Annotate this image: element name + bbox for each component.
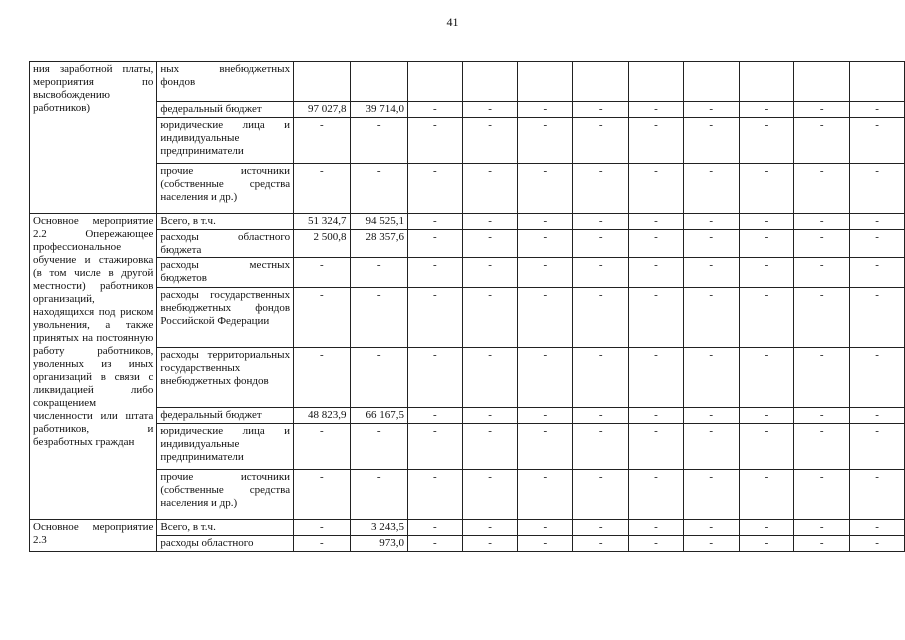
value-cell: - [850, 118, 905, 164]
funding-source-cell: прочие источники (собственные средства населения и др.) [157, 164, 294, 214]
value-cell [850, 62, 905, 102]
value-cell: - [294, 118, 350, 164]
value-cell: - [518, 102, 573, 118]
value-cell [462, 62, 518, 102]
value-cell: - [794, 288, 850, 348]
value-cell: - [350, 288, 407, 348]
value-cell: - [629, 164, 684, 214]
value-cell: - [739, 348, 794, 408]
value-cell [518, 62, 573, 102]
value-cell: - [739, 214, 794, 230]
page-number: 41 [446, 15, 459, 29]
funding-source-cell: федеральный бюджет [157, 408, 294, 424]
value-cell: - [518, 348, 573, 408]
value-cell: - [683, 348, 739, 408]
funding-source-cell: расходы областного [157, 536, 294, 552]
value-cell: - [573, 536, 629, 552]
value-cell: - [518, 258, 573, 288]
value-cell: - [518, 408, 573, 424]
value-cell: - [573, 408, 629, 424]
value-cell: - [794, 214, 850, 230]
value-cell: - [518, 118, 573, 164]
value-cell [573, 62, 629, 102]
value-cell: 48 823,9 [294, 408, 350, 424]
value-cell: - [794, 164, 850, 214]
table-row [30, 408, 905, 424]
value-cell: - [573, 164, 629, 214]
value-cell: - [462, 102, 518, 118]
value-cell: - [683, 408, 739, 424]
funding-source-cell: расходы территориальных государственных внебюджетных фондов [157, 348, 294, 408]
value-cell: - [518, 164, 573, 214]
funding-source-cell: федеральный бюджет [157, 102, 294, 118]
value-cell: - [462, 408, 518, 424]
funding-source-cell: ных внебюджетных фондов [157, 62, 294, 102]
value-cell: - [350, 118, 407, 164]
value-cell: 39 714,0 [350, 102, 407, 118]
value-cell: - [407, 520, 462, 536]
value-cell: - [794, 424, 850, 470]
value-cell: 973,0 [350, 536, 407, 552]
value-cell: - [850, 164, 905, 214]
value-cell: - [462, 258, 518, 288]
value-cell: - [407, 258, 462, 288]
value-cell: - [518, 470, 573, 520]
value-cell: - [407, 348, 462, 408]
value-cell: - [573, 230, 629, 258]
value-cell: - [350, 424, 407, 470]
value-cell: - [573, 348, 629, 408]
measure-cell: Основное мероприятие 2.3 [30, 520, 157, 552]
value-cell: - [794, 536, 850, 552]
value-cell: - [794, 230, 850, 258]
value-cell: - [573, 118, 629, 164]
value-cell: - [407, 118, 462, 164]
value-cell: - [794, 470, 850, 520]
value-cell: - [683, 214, 739, 230]
value-cell [407, 62, 462, 102]
value-cell: - [629, 214, 684, 230]
value-cell: - [407, 214, 462, 230]
value-cell: - [683, 424, 739, 470]
value-cell: - [462, 520, 518, 536]
value-cell: - [683, 230, 739, 258]
value-cell: - [518, 288, 573, 348]
value-cell: - [518, 536, 573, 552]
value-cell: - [739, 424, 794, 470]
value-cell: - [683, 520, 739, 536]
value-cell: - [739, 536, 794, 552]
value-cell: - [518, 230, 573, 258]
value-cell: - [739, 164, 794, 214]
table-row [30, 258, 905, 288]
value-cell: - [739, 288, 794, 348]
table-row [30, 470, 905, 520]
table-row [30, 164, 905, 214]
value-cell: - [850, 258, 905, 288]
value-cell: - [294, 424, 350, 470]
value-cell [629, 62, 684, 102]
value-cell: - [850, 348, 905, 408]
value-cell: - [407, 408, 462, 424]
value-cell: - [462, 424, 518, 470]
table-row [30, 214, 905, 230]
value-cell: - [462, 348, 518, 408]
funding-source-cell: Всего, в т.ч. [157, 520, 294, 536]
value-cell: - [850, 536, 905, 552]
value-cell: 66 167,5 [350, 408, 407, 424]
value-cell: - [518, 520, 573, 536]
value-cell: - [407, 424, 462, 470]
value-cell: - [683, 118, 739, 164]
value-cell: - [462, 288, 518, 348]
value-cell: - [794, 348, 850, 408]
value-cell: - [629, 470, 684, 520]
value-cell: - [407, 470, 462, 520]
value-cell: - [407, 164, 462, 214]
value-cell: - [629, 230, 684, 258]
value-cell: - [573, 288, 629, 348]
value-cell: - [462, 536, 518, 552]
table-row [30, 536, 905, 552]
value-cell: - [629, 102, 684, 118]
value-cell: - [629, 536, 684, 552]
value-cell: 97 027,8 [294, 102, 350, 118]
measure-cell: ния заработной платы, мероприятия по высвобождению работников) [30, 62, 157, 214]
value-cell: - [850, 214, 905, 230]
value-cell: - [462, 470, 518, 520]
value-cell [350, 62, 407, 102]
value-cell: - [407, 288, 462, 348]
table-row [30, 118, 905, 164]
value-cell: - [573, 424, 629, 470]
funding-source-cell: Всего, в т.ч. [157, 214, 294, 230]
value-cell: - [850, 408, 905, 424]
value-cell: - [350, 258, 407, 288]
value-cell: - [794, 118, 850, 164]
value-cell: - [794, 102, 850, 118]
value-cell: - [850, 424, 905, 470]
value-cell: - [518, 424, 573, 470]
table-row [30, 62, 905, 102]
value-cell: - [573, 470, 629, 520]
value-cell: - [794, 408, 850, 424]
value-cell: - [407, 102, 462, 118]
value-cell: - [573, 102, 629, 118]
funding-source-cell: расходы государственных внебюджетных фондов Российской Федерации [157, 288, 294, 348]
budget-table [29, 61, 905, 552]
table-row [30, 520, 905, 536]
value-cell: - [850, 288, 905, 348]
value-cell: - [683, 164, 739, 214]
value-cell: - [683, 258, 739, 288]
table-row [30, 288, 905, 348]
value-cell: - [850, 520, 905, 536]
budget-table-body [30, 62, 905, 552]
value-cell: - [739, 118, 794, 164]
value-cell: - [462, 230, 518, 258]
value-cell [794, 62, 850, 102]
value-cell: - [462, 214, 518, 230]
value-cell: - [739, 408, 794, 424]
value-cell [294, 62, 350, 102]
value-cell: - [739, 470, 794, 520]
value-cell: - [683, 102, 739, 118]
measure-cell: Основное мероприятие 2.2 Опережающее профессиональное обучение и стажировка (в том числе в другой местности) работников организаций, находящихся под риском увольнения, а также принятых на постоянную работу работников, уволенных из иных организаций в связи с ликвидацией либо сокращением численности или штата работников, и безработных граждан [30, 214, 157, 520]
value-cell: - [683, 470, 739, 520]
value-cell: - [850, 230, 905, 258]
value-cell: - [629, 118, 684, 164]
value-cell: 94 525,1 [350, 214, 407, 230]
value-cell: - [294, 470, 350, 520]
value-cell: - [850, 102, 905, 118]
table-row [30, 230, 905, 258]
value-cell: - [518, 214, 573, 230]
value-cell: 3 243,5 [350, 520, 407, 536]
value-cell: - [350, 348, 407, 408]
funding-source-cell: расходы областного бюджета [157, 230, 294, 258]
funding-source-cell: юридические лица и индивидуальные предприниматели [157, 118, 294, 164]
value-cell: - [294, 164, 350, 214]
value-cell: - [294, 520, 350, 536]
table-row [30, 102, 905, 118]
value-cell: - [573, 520, 629, 536]
table-row [30, 424, 905, 470]
value-cell: - [629, 424, 684, 470]
value-cell [739, 62, 794, 102]
value-cell: - [794, 520, 850, 536]
funding-source-cell: расходы местных бюджетов [157, 258, 294, 288]
value-cell: - [462, 118, 518, 164]
value-cell: - [629, 258, 684, 288]
value-cell: - [683, 536, 739, 552]
value-cell: - [739, 520, 794, 536]
value-cell: - [573, 214, 629, 230]
value-cell: - [629, 408, 684, 424]
value-cell: 51 324,7 [294, 214, 350, 230]
value-cell: - [350, 470, 407, 520]
value-cell: - [294, 348, 350, 408]
value-cell [683, 62, 739, 102]
value-cell: - [350, 164, 407, 214]
value-cell: - [629, 288, 684, 348]
value-cell: - [739, 258, 794, 288]
value-cell: - [294, 536, 350, 552]
value-cell: - [683, 288, 739, 348]
value-cell: - [850, 470, 905, 520]
value-cell: - [794, 258, 850, 288]
value-cell: - [573, 258, 629, 288]
table-row [30, 348, 905, 408]
value-cell: - [294, 258, 350, 288]
value-cell: - [739, 102, 794, 118]
value-cell: - [629, 520, 684, 536]
value-cell: - [294, 288, 350, 348]
funding-source-cell: прочие источники (собственные средства населения и др.) [157, 470, 294, 520]
value-cell: - [739, 230, 794, 258]
value-cell: - [462, 164, 518, 214]
value-cell: - [407, 536, 462, 552]
value-cell: - [407, 230, 462, 258]
funding-source-cell: юридические лица и индивидуальные предприниматели [157, 424, 294, 470]
value-cell: 28 357,6 [350, 230, 407, 258]
value-cell: - [629, 348, 684, 408]
value-cell: 2 500,8 [294, 230, 350, 258]
